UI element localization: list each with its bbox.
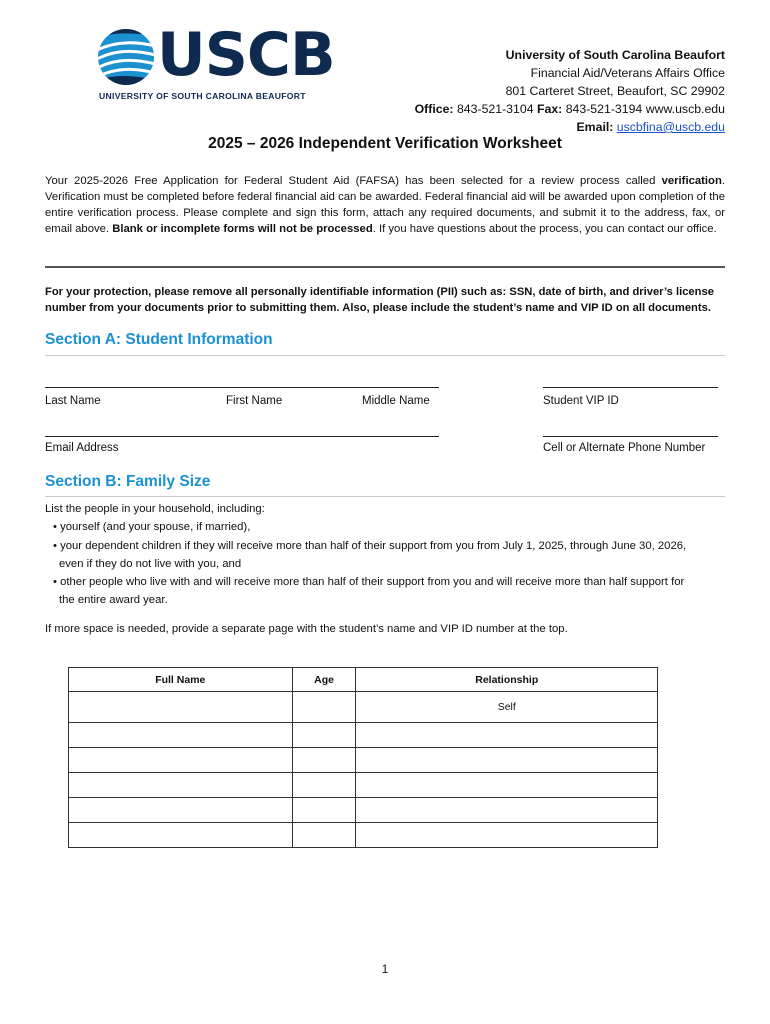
age-cell[interactable] — [292, 692, 356, 723]
relationship-cell[interactable] — [356, 798, 658, 823]
email-line — [415, 118, 725, 136]
page-title: 2025 – 2026 Independent Verification Worksheet — [208, 135, 562, 152]
table-row — [69, 723, 658, 748]
relationship-cell: Self — [356, 692, 658, 723]
age-cell[interactable] — [292, 773, 356, 798]
bullet-children: • your dependent children if they will receive more than half of their support from you from July 1, 2025, through June 30, 2026, — [53, 539, 687, 552]
table-row — [69, 773, 658, 798]
office-label: Office: — [414, 102, 454, 116]
bullet-others-cont: the entire award year. — [59, 594, 168, 607]
fax-label: Fax: — [536, 102, 563, 116]
table-row — [69, 748, 658, 773]
table-row — [69, 692, 658, 723]
section-b-heading: Section B: Family Size — [45, 473, 211, 490]
full-name-cell[interactable] — [69, 748, 293, 773]
logo-subtitle: UNIVERSITY OF SOUTH CAROLINA BEAUFORT — [99, 91, 306, 101]
email-label: Email: — [576, 120, 614, 134]
last-name-label: Last Name — [45, 395, 101, 407]
full-name-cell[interactable] — [69, 692, 293, 723]
institution-name: University of South Carolina Beaufort — [505, 48, 725, 62]
office-name: Financial Aid/Veterans Affairs Office — [530, 66, 725, 80]
bullet-children-cont: even if they do not live with you, and — [59, 557, 242, 570]
uscb-logo — [97, 20, 335, 102]
relationship-cell[interactable] — [356, 723, 658, 748]
col-header-relationship: Relationship — [356, 668, 658, 692]
full-name-cell[interactable] — [69, 773, 293, 798]
email-label-field: Email Address — [45, 442, 119, 454]
vip-id-field-line[interactable] — [543, 387, 718, 388]
full-name-cell[interactable] — [69, 798, 293, 823]
intro-verification-word: verification — [661, 175, 722, 187]
first-name-label: First Name — [226, 395, 283, 407]
bullet-others: • other people who live with and will receive more than half of their support from you and will receive more than half support for — [53, 576, 685, 589]
age-cell[interactable] — [292, 823, 356, 848]
divider-rule — [45, 266, 725, 268]
intro-text-1: Your 2025-2026 Free Application for Federal Student Aid (FAFSA) has been selected for a review process called — [45, 175, 662, 187]
full-name-cell[interactable] — [69, 723, 293, 748]
logo-wordmark: USCB — [157, 20, 335, 90]
office-email-link[interactable]: uscbfina@uscb.edu — [616, 120, 725, 134]
intro-warning: Blank or incomplete forms will not be processed — [112, 223, 373, 235]
col-header-full-name: Full Name — [69, 668, 293, 692]
age-cell[interactable] — [292, 723, 356, 748]
table-row — [69, 823, 658, 848]
table-row — [69, 798, 658, 823]
uscb-wave-logo-icon — [97, 28, 155, 86]
age-cell[interactable] — [292, 748, 356, 773]
contact-block — [415, 46, 725, 136]
intro-text-3: . If you have questions about the process, you can contact our office. — [372, 223, 717, 235]
intro-text-2: . Verification must be completed before federal financial aid can be awarded. Federal financial aid will be awarded upon completion of the entire verification process. Please complete and sign this form, attach any required documents, and submit it to the address, fax, or email above. — [45, 175, 725, 235]
website-text: www.uscb.edu — [645, 102, 725, 116]
phone-label: Cell or Alternate Phone Number — [543, 442, 706, 454]
household-table — [68, 667, 658, 848]
email-field-line[interactable] — [45, 436, 439, 437]
section-a-divider — [45, 355, 725, 356]
phone-field-line[interactable] — [543, 436, 718, 437]
bullet-self: • yourself (and your spouse, if married), — [53, 521, 251, 534]
phone-line — [415, 100, 725, 118]
vip-id-label: Student VIP ID — [543, 395, 619, 407]
office-address: 801 Carteret Street, Beaufort, SC 29902 — [505, 84, 725, 98]
relationship-cell[interactable] — [356, 823, 658, 848]
space-note: If more space is needed, provide a separate page with the student’s name and VIP ID number at the top. — [45, 623, 568, 635]
family-instructions — [45, 500, 735, 610]
intro-paragraph — [45, 173, 725, 237]
middle-name-label: Middle Name — [362, 395, 430, 407]
table-header-row — [69, 668, 658, 692]
col-header-age: Age — [292, 668, 356, 692]
name-field-line[interactable] — [45, 387, 439, 388]
page-number: 1 — [381, 962, 389, 976]
section-a-heading: Section A: Student Information — [45, 331, 273, 348]
office-phone: 843-521-3104 — [456, 102, 534, 116]
section-b-divider — [45, 496, 725, 497]
fax-number: 843-521-3194 — [565, 102, 643, 116]
relationship-cell[interactable] — [356, 773, 658, 798]
pii-notice: For your protection, please remove all personally identifiable information (PII) such as: SSN, date of birth, and driver’s license number from your documents prior to submitting them. Also, please include the student’s name and VIP ID on all documents. — [45, 286, 714, 314]
family-lead: List the people in your household, including: — [45, 503, 265, 515]
age-cell[interactable] — [292, 798, 356, 823]
full-name-cell[interactable] — [69, 823, 293, 848]
relationship-cell[interactable] — [356, 748, 658, 773]
